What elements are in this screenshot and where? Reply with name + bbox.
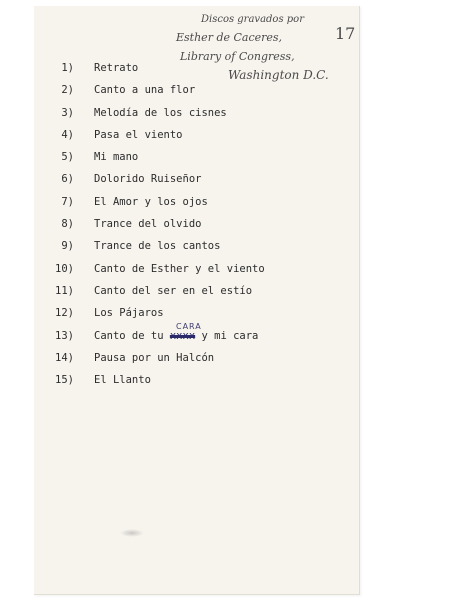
item-number: 2) (61, 84, 74, 97)
struck-out-word: xxxx (169, 329, 196, 342)
list-item (0, 129, 340, 151)
handwritten-note-line-1: Discos gravados por (201, 14, 304, 25)
item-title: Mi mano (94, 151, 139, 164)
item-title: El Amor y los ojos (94, 195, 208, 208)
list-item (0, 84, 340, 106)
item-title: Canto a una flor (94, 84, 196, 97)
paper-smudge (120, 529, 144, 537)
item-title-suffix: y mi cara (195, 329, 259, 342)
list-item (0, 196, 340, 218)
item-number: 11) (55, 284, 74, 297)
list-item (0, 352, 340, 374)
item-number: 10) (55, 262, 74, 275)
list-item (0, 62, 340, 84)
item-number: 9) (61, 240, 74, 253)
item-title (94, 330, 258, 342)
item-title: Retrato (94, 62, 139, 74)
handwritten-note-line-2: Esther de Caceres, (176, 31, 283, 44)
item-number: 4) (61, 128, 74, 141)
item-number: 13) (55, 329, 74, 342)
list-item (0, 173, 340, 195)
item-number: 14) (55, 351, 74, 364)
item-title: Pasa el viento (94, 128, 183, 141)
song-list (0, 62, 340, 396)
list-item (0, 321, 340, 352)
item-title-prefix: Canto de tu (94, 329, 170, 342)
item-number: 12) (55, 307, 74, 320)
item-title: Pausa por un Halcón (94, 351, 215, 364)
list-item (0, 307, 340, 329)
item-title: Melodía de los cisnes (94, 106, 227, 119)
list-item (0, 151, 340, 173)
page-number: 17 (335, 24, 356, 43)
item-number: 3) (61, 106, 74, 119)
item-number: 15) (55, 374, 74, 387)
list-item (0, 263, 340, 285)
item-title: Dolorido Ruiseñor (94, 173, 202, 186)
item-title: Trance del olvido (94, 218, 202, 231)
handwritten-insertion: CARA (176, 321, 202, 331)
handwritten-note-line-3: Library of Congress, (180, 50, 295, 63)
item-number: 8) (61, 218, 74, 231)
list-item (0, 218, 340, 240)
item-number: 6) (61, 173, 74, 186)
item-title: Canto del ser en el estío (94, 284, 253, 297)
item-number: 1) (61, 62, 74, 74)
list-item (0, 107, 340, 129)
item-number: 5) (61, 151, 74, 164)
item-title: Los Pájaros (94, 307, 164, 320)
list-item (0, 285, 340, 307)
item-title: El Llanto (94, 374, 151, 387)
item-title: Canto de Esther y el viento (94, 262, 265, 275)
item-number: 7) (61, 195, 74, 208)
list-item (0, 240, 340, 262)
list-item (0, 374, 340, 396)
item-title: Trance de los cantos (94, 240, 221, 253)
handwritten-note-line-4: Washington D.C. (228, 68, 329, 82)
